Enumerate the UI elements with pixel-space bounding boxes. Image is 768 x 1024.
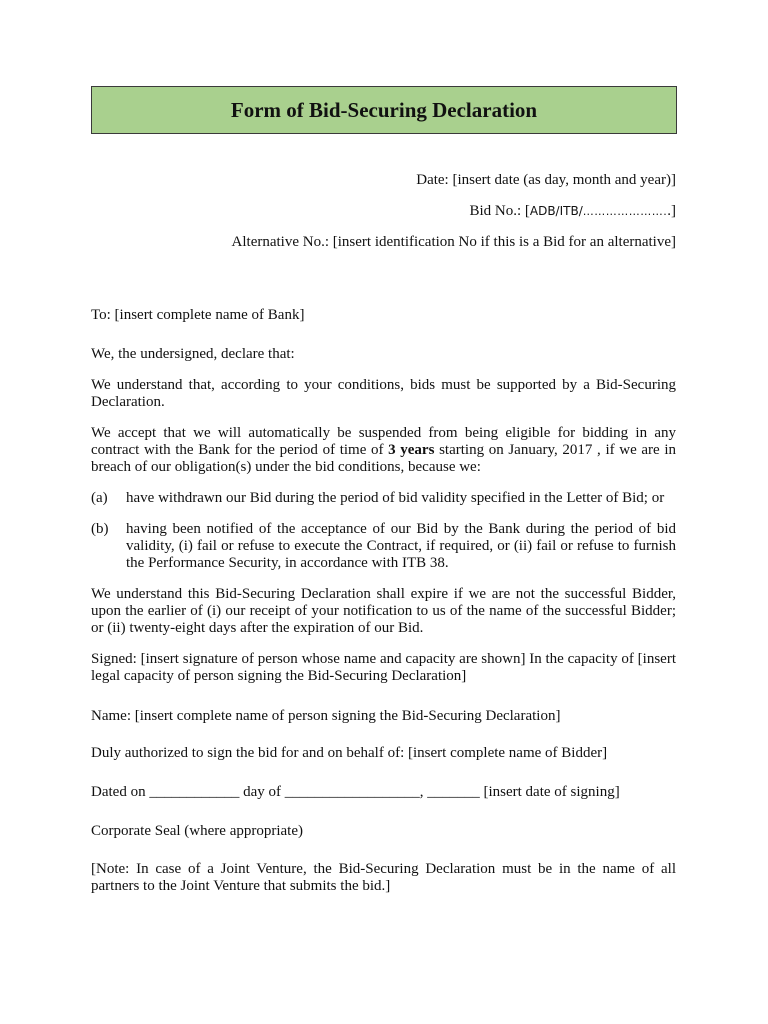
- list-item-text: have withdrawn our Bid during the period of bid validity specified in the Letter of Bid; or: [126, 490, 665, 506]
- title-banner: [91, 86, 677, 134]
- accept-text-start: We accept that we will automatically be suspended from being eligible for bidding in any contract with the Bank for the period of time of: [91, 425, 676, 458]
- list-item-marker: (b): [91, 521, 109, 537]
- bid-number-dots: ………………….: [582, 205, 668, 218]
- suspension-period: 3 years: [388, 442, 435, 458]
- accept-text-end: starting on January, 2017 , if we are in breach of our obligation(s) under the bid conditions, because we:: [91, 442, 676, 475]
- expire-paragraph: [91, 586, 676, 637]
- signed-text: Signed: [insert signature of person whose name and capacity are shown] In the capacity of [insert legal capacity of person signing the Bid-Securing Declaration]: [91, 651, 676, 684]
- authorized-line: Duly authorized to sign the bid for and on behalf of: [insert complete name of Bidder]: [91, 745, 608, 761]
- understand-text: We understand that, according to your conditions, bids must be supported by a Bid-Securing Declaration.: [91, 377, 676, 410]
- date-line: Date: [insert date (as day, month and year)]: [416, 172, 676, 188]
- list-item-marker: (a): [91, 490, 108, 506]
- bid-number-prefix: Bid No.: [: [469, 203, 530, 219]
- bid-number-code: ADB/ITB/: [529, 204, 583, 218]
- declare-line: We, the undersigned, declare that:: [91, 346, 295, 362]
- list-item: [91, 490, 676, 507]
- understand-paragraph: [91, 377, 676, 411]
- list-item-text: having been notified of the acceptance of our Bid by the Bank during the period of bid validity, (i) fail or refuse to execute the Contract, if required, or (ii) fail or refuse to furnish the Performance Security, in accordance with ITB 38.: [126, 521, 676, 571]
- alternative-number-line: Alternative No.: [insert identification No if this is a Bid for an alternative]: [231, 234, 676, 250]
- document-title: Form of Bid-Securing Declaration: [230, 98, 538, 122]
- note-paragraph: [91, 861, 676, 895]
- signed-paragraph: [91, 651, 676, 685]
- corporate-seal-line: Corporate Seal (where appropriate): [91, 823, 303, 839]
- expire-text: We understand this Bid-Securing Declaration shall expire if we are not the successful Bidder, upon the earlier of (i) our receipt of your notification to us of the name of the successful Bidder; or (ii) twenty-eight days after the expiration of our Bid.: [91, 586, 676, 636]
- list-item: [91, 521, 676, 572]
- accept-paragraph: [91, 425, 676, 476]
- bid-number-suffix: .]: [667, 203, 676, 219]
- name-line: Name: [insert complete name of person signing the Bid-Securing Declaration]: [91, 708, 561, 724]
- dated-line: Dated on ____________ day of __________________, _______ [insert date of signing]: [91, 784, 620, 800]
- bid-number-line: [469, 203, 676, 220]
- note-text: [Note: In case of a Joint Venture, the Bid-Securing Declaration must be in the name of all partners to the Joint Venture that submits the bid.]: [91, 861, 676, 894]
- to-line: To: [insert complete name of Bank]: [91, 307, 305, 323]
